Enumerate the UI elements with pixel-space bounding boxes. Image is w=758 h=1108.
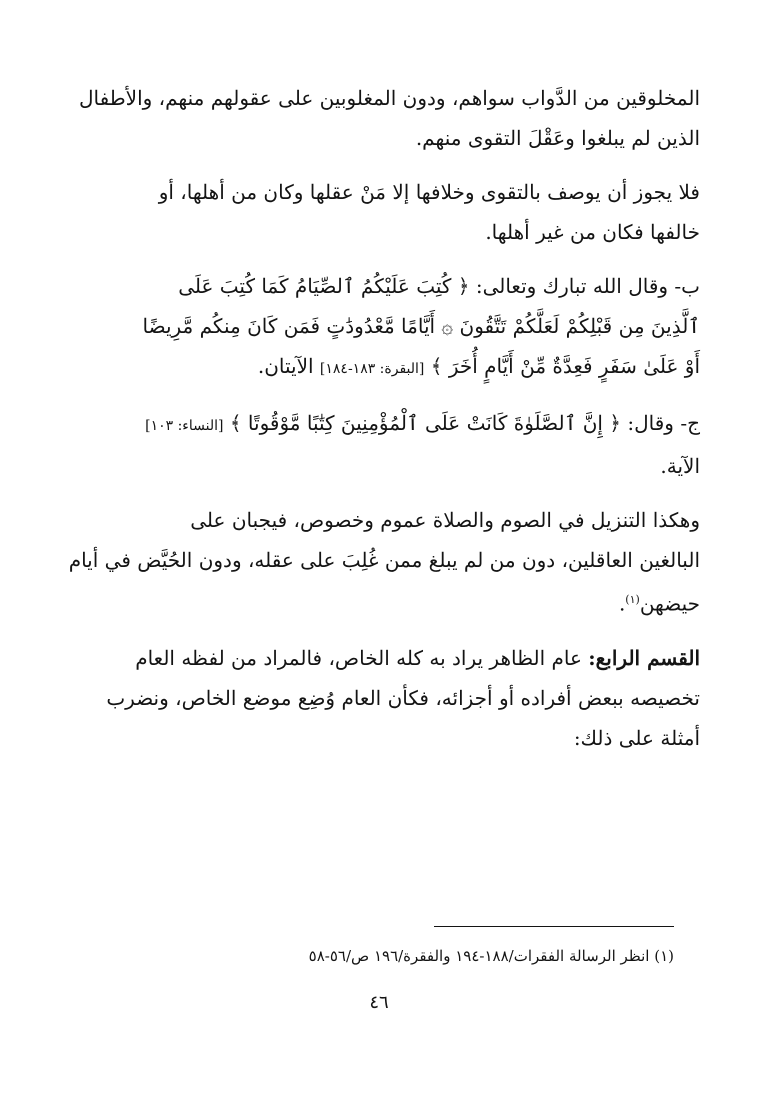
quran-verse-text: وقال: ﴿ إِنَّ ٱلصَّلَوٰةَ كَانَتْ عَلَى ٱلْمُؤْمِنِينَ كِتَٰبًا مَّوْقُوتًا ﴾ xyxy=(229,411,674,435)
footnote-divider xyxy=(434,926,674,927)
footnote xyxy=(60,944,674,968)
paragraph-4-quran xyxy=(60,403,700,486)
paragraph-5 xyxy=(60,500,700,624)
section-label: ج- xyxy=(680,411,700,435)
text-line: المخلوقين من الدَّواب سواهم، ودون المغلوبين على عقولهم منهم، والأطفال xyxy=(79,86,700,110)
text-line xyxy=(60,638,700,678)
footnote-number: (١) xyxy=(654,947,674,965)
text-line xyxy=(60,580,700,624)
text-line xyxy=(60,266,700,306)
paragraph-1 xyxy=(60,78,700,158)
quran-verse-text: ٱلَّذِينَ مِن قَبْلِكُمْ لَعَلَّكُمْ تَتَّقُونَ ۞ أَيَّامًا مَّعْدُودَٰتٍ فَمَن كَانَ مِنكُم مَّرِيضًا xyxy=(142,314,700,338)
main-text xyxy=(60,78,700,772)
text-line: البالغين العاقلين، دون من لم يبلغ ممن غُلِبَ على عقله، ودون الحُيَّض في أيام xyxy=(68,548,700,572)
text-segment: عام الظاهر يراد به كله الخاص، فالمراد من لفظه العام xyxy=(135,645,582,670)
verse-reference: [البقرة: ١٨٣-١٨٤] xyxy=(319,361,425,377)
section-label: ب- xyxy=(674,274,700,298)
quran-verse-text: أَوْ عَلَىٰ سَفَرٍ فَعِدَّةٌ مِّنْ أَيَّامٍ أُخَرَ ﴾ xyxy=(430,354,700,378)
text-line: الذين لم يبلغوا وعَقْلَ التقوى منهم. xyxy=(415,126,700,150)
text-line: تخصيصه ببعض أفراده أو أجزائه، فكأن العام وُضِع موضع الخاص، ونضرب xyxy=(106,685,700,710)
section-label: القسم الرابع: xyxy=(588,645,700,670)
text-segment: حيضهن xyxy=(639,591,700,616)
text-line: فلا يجوز أن يوصف بالتقوى وخلافها إلا مَنْ عقلها وكان من أهلها، أو xyxy=(158,180,700,204)
verse-reference: [النساء: ١٠٣] xyxy=(145,418,224,434)
paragraph-2 xyxy=(60,172,700,252)
text-line: وهكذا التنزيل في الصوم والصلاة عموم وخصوص، فيجبان على xyxy=(190,508,700,532)
footnote-reference[interactable]: (١) xyxy=(625,593,640,606)
paragraph-6 xyxy=(60,638,700,758)
footnote-text: انظر الرسالة الفقرات/١٨٨-١٩٤ والفقرة/١٩٦ ص/٥٦-٥٨ xyxy=(308,947,650,965)
paragraph-3-quran xyxy=(60,266,700,389)
text-tail: الآية. xyxy=(660,454,700,478)
text-line xyxy=(60,346,700,389)
text-line: خالفها فكان من غير أهلها. xyxy=(485,220,700,244)
text-tail: . xyxy=(618,591,626,616)
text-line: أمثلة على ذلك: xyxy=(573,725,700,750)
text-tail: الآيتان. xyxy=(257,354,314,378)
page-number: ٤٦ xyxy=(369,992,389,1013)
text-line xyxy=(60,403,700,446)
quran-verse-text: وقال الله تبارك وتعالى: ﴿ كُتِبَ عَلَيْكُمُ ٱلصِّيَامُ كَمَا كُتِبَ عَلَى xyxy=(178,274,669,298)
